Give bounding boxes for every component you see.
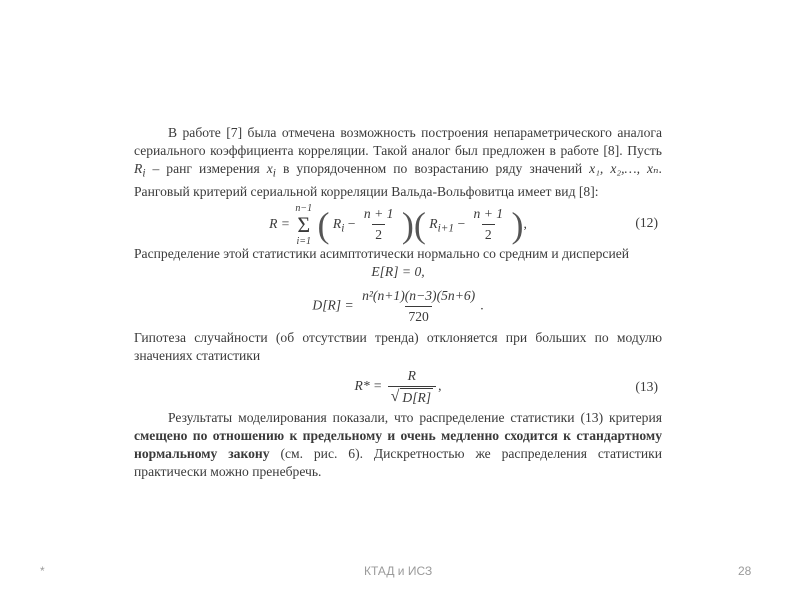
variance-fraction: $\frac{\text{n²(n+1)(n−3)(5n+6)}}{720}$ [362, 287, 476, 324]
eq12-frac-a: $\frac{n + 1}{2}$ [363, 206, 394, 243]
eq12-frac-b: $\frac{n + 1}{2}$ [473, 206, 504, 243]
equation-number-13: (13) [635, 378, 658, 394]
eq12-Ri: $R_i$ [332, 215, 345, 235]
document-body [134, 124, 662, 481]
footer-title: КТАД и ИСЗ [364, 564, 433, 578]
eq12-Ri1: $R_{i+1}$ [429, 215, 455, 235]
intro-text-c: в упорядоченном по возрастанию ряду значений [282, 161, 583, 176]
eq12-lhs: R = [269, 215, 294, 231]
results-emphasis: смещено по отношению к предельному и очень медленно сходится к стандартному нормальному закону [134, 427, 662, 461]
equation-13: R* = R √ D[R] , (13) [354, 367, 658, 405]
paragraph-distribution: Распределение этой статистики асимптотически нормально со средним и дисперсией [134, 245, 630, 261]
intro-text-d: . Ранговый критерий сериальной корреляции Вальда-Вольфовитца имеет вид [8]: [134, 161, 662, 199]
intro-text-a: В работе [7] была отмечена возможность построения непараметрического аналога сериального коэффициента корреляции. Такой аналог был предложен в работе [8]. Пусть [134, 125, 662, 158]
paragraph-results: Результаты моделирования показали, что распределение статистики (13) критерия смещено по отношению к предельному и очень медленно сходится к стандартному нормальному закону (см. рис. 6). Дискретностью же распределения статистики практически можно пренебречь. [134, 409, 662, 479]
paragraph-intro [134, 124, 662, 201]
paragraph-hypothesis: Гипотеза случайности (об отсутствии тренда) отклоняется при больших по модулю значениях статистики [134, 329, 662, 363]
page-number: 28 [738, 564, 752, 578]
measurement-symbol: $x_i$ [266, 161, 276, 180]
series-symbol: x₁, x₂,…, xₙ [589, 161, 659, 176]
intro-text-b: – ранг измерения [152, 161, 260, 176]
footer-marker: * [40, 564, 45, 578]
equation-mean: E[R] = 0, [371, 263, 425, 279]
rank-symbol: $R_i$ [134, 161, 146, 180]
eq13-fraction: R √ D[R] [388, 367, 436, 407]
equation-number-12: (12) [635, 214, 658, 230]
equation-variance: D[R] = $\frac{\text{n²(n+1)(n−3)(5n+6)}}{720}$ . [312, 287, 484, 324]
sum-operator: n−1 Σ i=1 [295, 202, 313, 247]
equation-12: R = n−1 Σ i=1 ( $R_i$ − $\frac{n + 1}{2}$ )( $R_{i+1}$ − $\frac{n + 1}{2}$ ), (12) [269, 202, 658, 247]
